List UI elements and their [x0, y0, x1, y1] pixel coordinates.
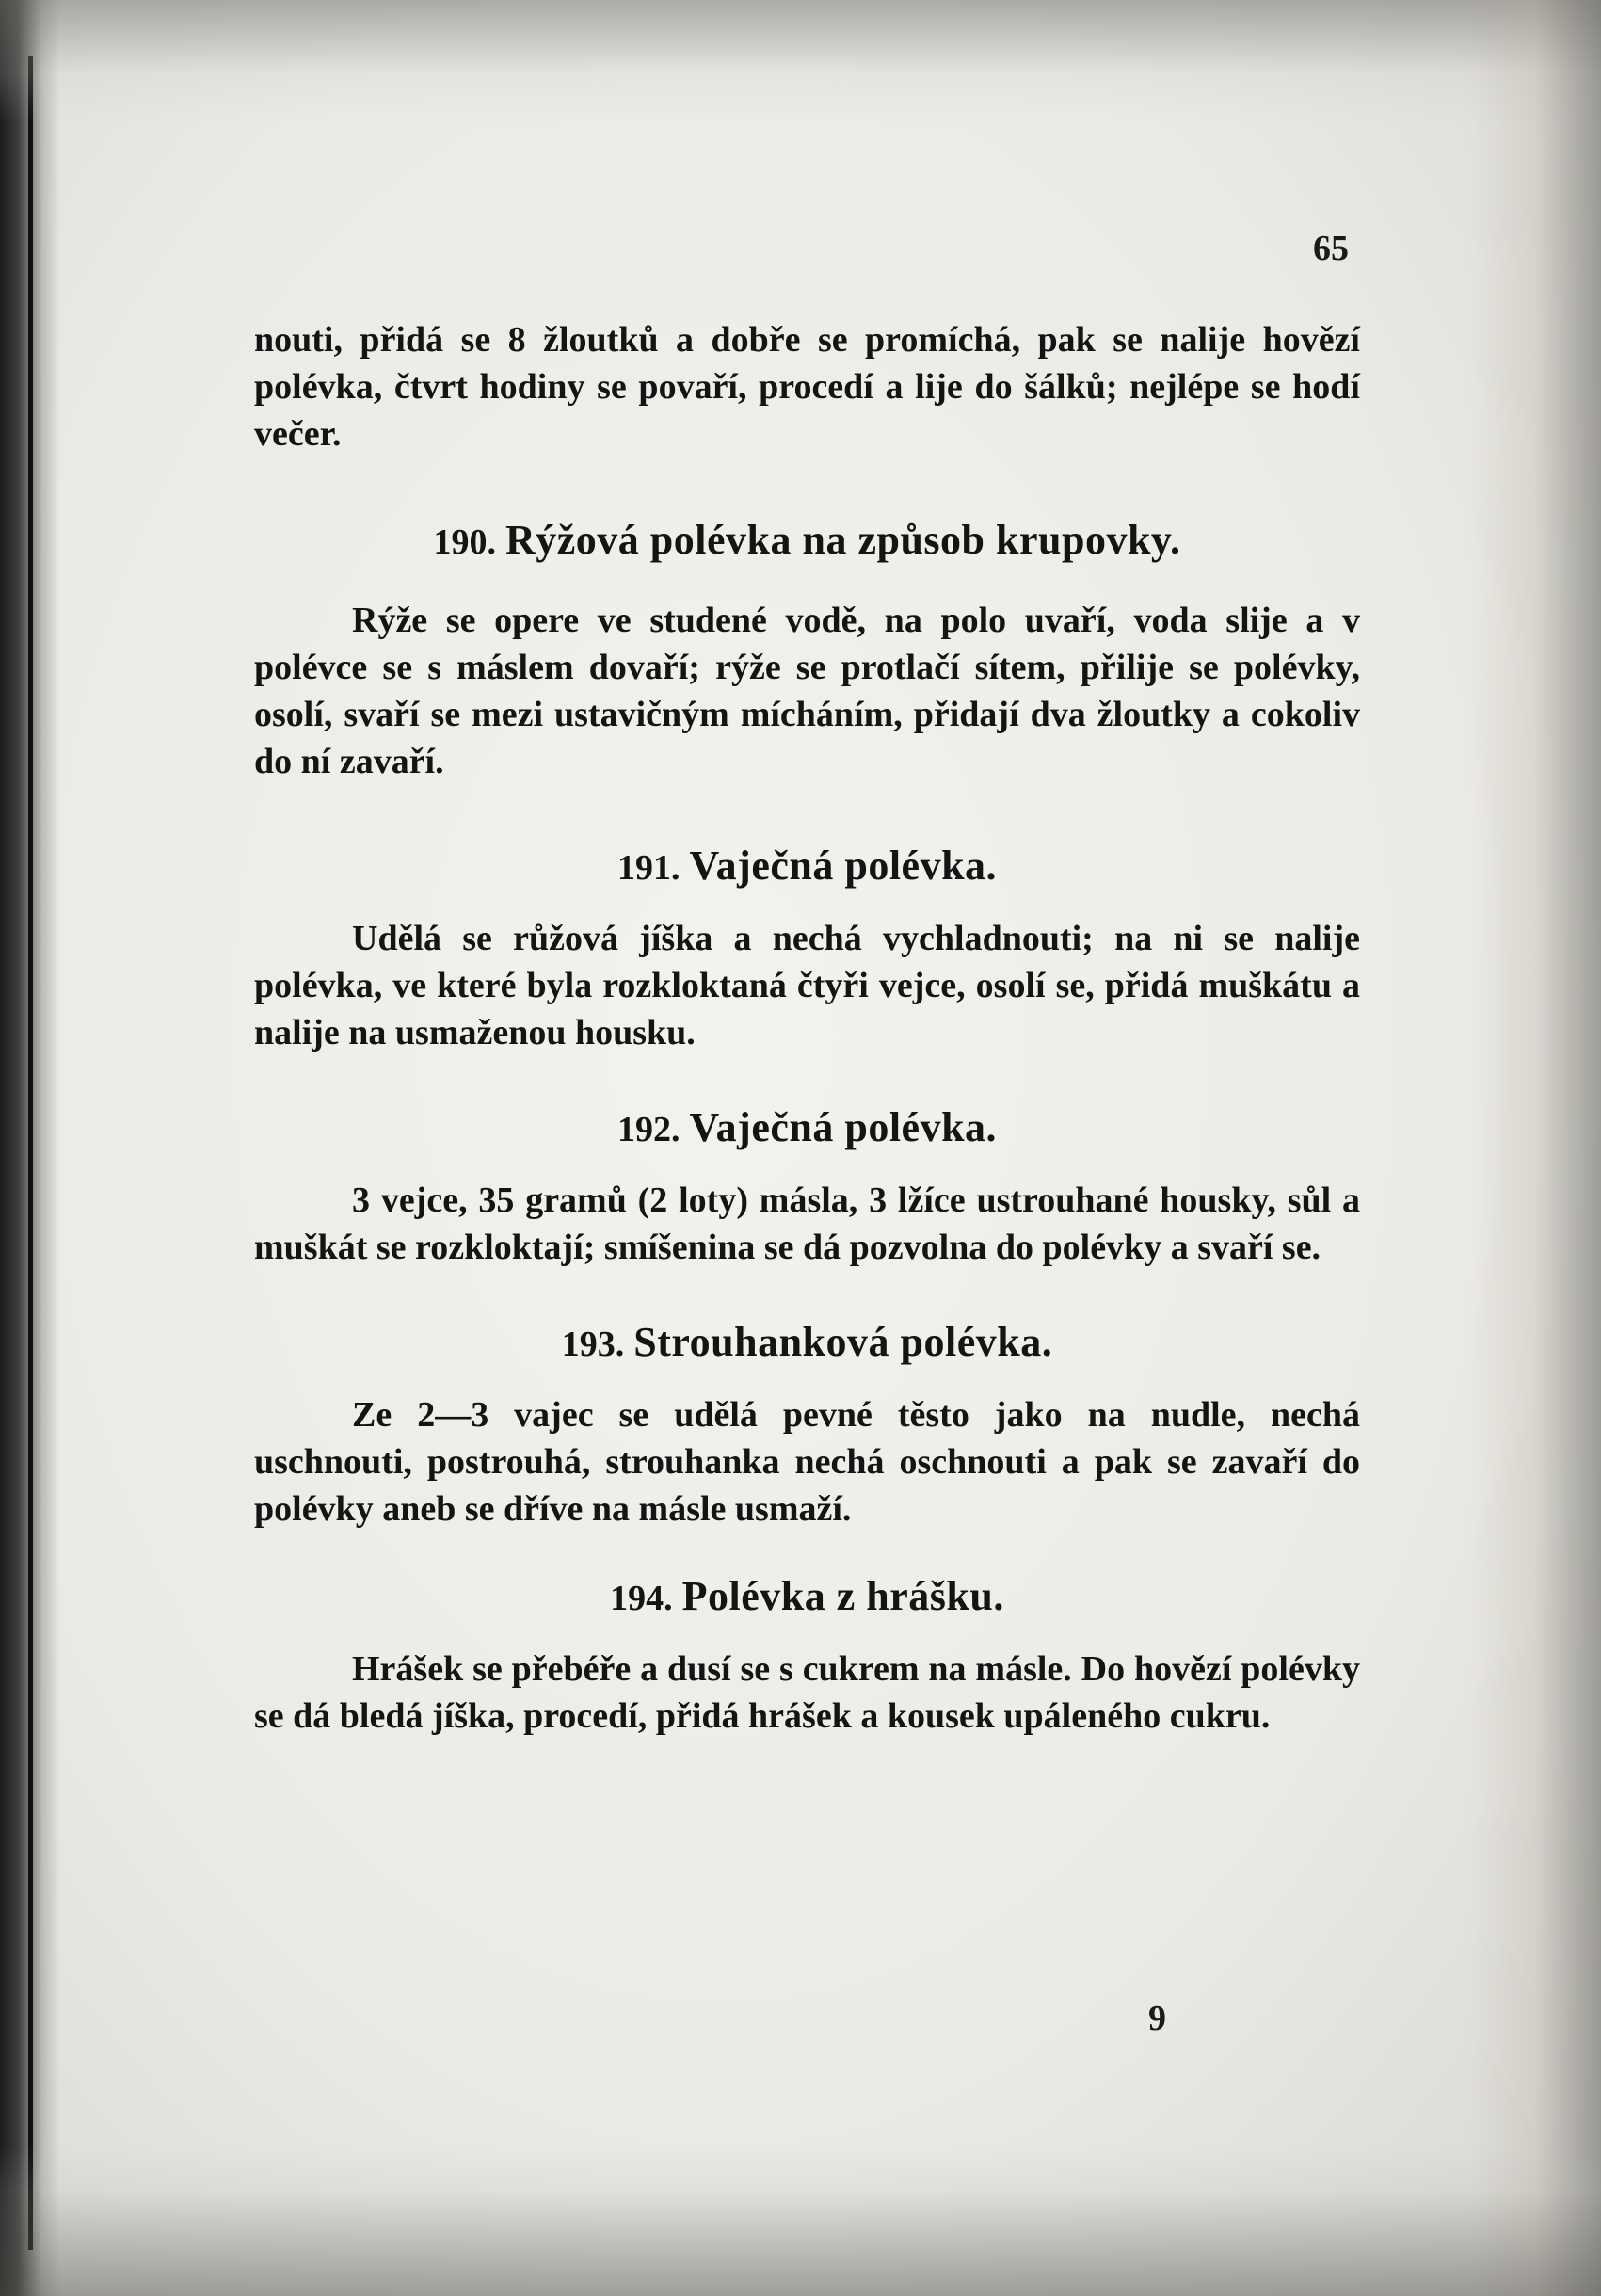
recipe-heading-193 [254, 1316, 1360, 1371]
page-content [254, 222, 1360, 1740]
signature-mark: 9 [1148, 1999, 1166, 2038]
top-shadow [0, 0, 1601, 122]
binding-edge [28, 56, 33, 2250]
recipe-heading-191 [254, 840, 1360, 894]
recipe-number: 190. [433, 522, 496, 562]
recipe-text-191: Udělá se růžová jíška a nechá vychladnouti; na ni se nalije polévka, ve které byla rozkloktaná čtyři vejce, osolí se, přidá muškátu a nalije na usmaženou housku. [254, 919, 1360, 1052]
recipe-number: 193. [561, 1325, 625, 1364]
recipe-text-194: Hrášek se přebéře a dusí se s cukrem na másle. Do hovězí polévky se dá bledá jíška, procedí, přidá hrášek a kousek upáleného cukru. [254, 1649, 1360, 1736]
recipe-title: Strouhanková polévka. [633, 1319, 1053, 1365]
recipe-title: Rýžová polévka na způsob krupovky. [504, 517, 1181, 563]
intro-paragraph: nouti, přidá se 8 žloutků a dobře se promíchá, pak se nalije hovězí polévka, čtvrt hodiny se povaří, procedí a lije do šálků; nejlépe se hodí večer. [254, 320, 1360, 454]
recipe-text-192: 3 vejce, 35 gramů (2 loty) másla, 3 lžíce ustrouhané housky, sůl a muškát se rozkloktají; smíšenina se dá pozvolna do polévky a svaří se. [254, 1180, 1360, 1267]
recipe-heading-190 [254, 514, 1360, 569]
recipe-text-190: Rýže se opere ve studené vodě, na polo uvaří, voda slije a v polévce se s máslem dovaří; rýže se protlačí sítem, přilije se polévky, osolí, svaří se mezi ustavičným mícháním, přidají dva žloutky a cokoliv do ní zavaří. [254, 601, 1360, 781]
bottom-shadow [0, 2145, 1601, 2296]
recipe-title: Vaječná polévka. [689, 843, 998, 889]
recipe-title: Polévka z hrášku. [681, 1573, 1004, 1619]
recipe-number: 194. [610, 1579, 673, 1618]
recipe-text-193: Ze 2—3 vajec se udělá pevné těsto jako na nudle, nechá uschnouti, postrouhá, strouhanka nechá oschnouti a pak se zavaří do polévky aneb se dříve na másle usmaží. [254, 1395, 1360, 1529]
recipe-heading-192 [254, 1101, 1360, 1156]
recipe-heading-194 [254, 1570, 1360, 1625]
right-shadow [1469, 0, 1601, 2296]
recipe-title: Vaječná polévka. [689, 1104, 998, 1150]
page-number: 65 [1313, 229, 1349, 268]
recipe-number: 192. [616, 1110, 680, 1149]
recipe-number: 191. [616, 848, 680, 888]
